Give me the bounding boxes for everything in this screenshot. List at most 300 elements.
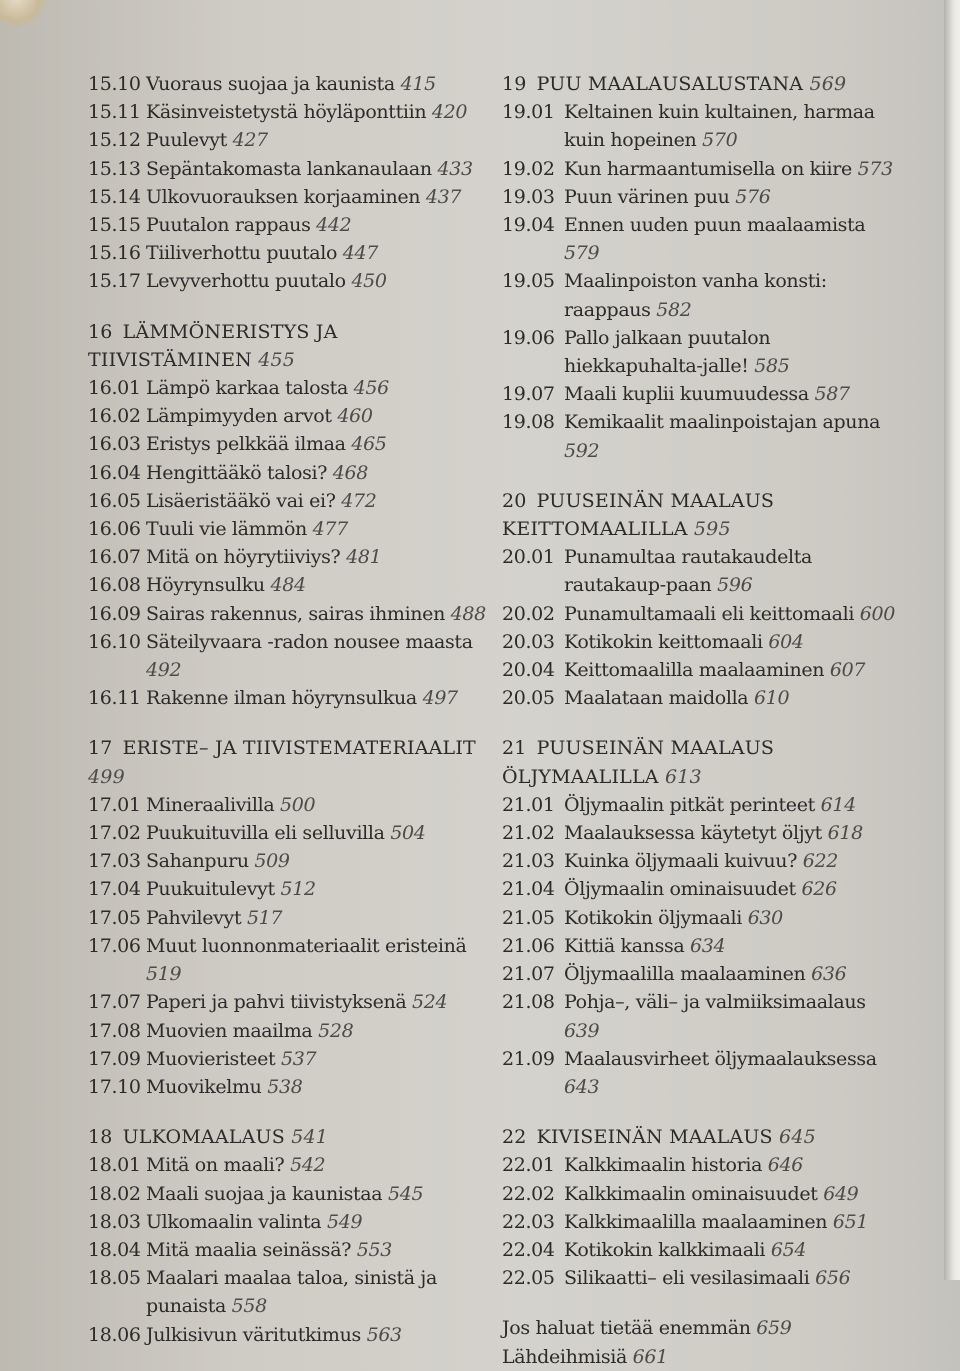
- entry-title: Muut luonnonmateriaalit eristeinä: [146, 934, 467, 957]
- entry-number: 18.06: [88, 1323, 141, 1346]
- section-gap: [88, 1101, 488, 1123]
- entry-number: 21.04: [502, 878, 555, 901]
- entry-page: 481: [346, 546, 382, 569]
- entry-number: 15.10: [88, 73, 141, 95]
- toc-entry: [88, 932, 488, 988]
- entry-title-wrap: [564, 656, 898, 684]
- entry-title-wrap: [146, 1236, 488, 1264]
- entry-number: 17.06: [88, 934, 141, 957]
- toc-entry: [88, 791, 488, 819]
- chapter-number: 22: [502, 1126, 527, 1149]
- entry-number: 18.05: [88, 1267, 141, 1290]
- chapter-heading: [502, 70, 898, 98]
- entry-title: Pahvilevyt: [146, 906, 242, 929]
- entry-title-wrap: [146, 628, 488, 684]
- entry-page: 427: [232, 129, 268, 152]
- toc-entry: [88, 126, 488, 154]
- toc-entry: [88, 1264, 488, 1320]
- entry-number: 18.04: [88, 1238, 141, 1261]
- toc-entry: [502, 183, 898, 211]
- entry-number: 18.03: [88, 1210, 141, 1233]
- entry-page: 512: [280, 878, 316, 901]
- entry-title: Pohja–, väli– ja valmiiksimaalaus: [564, 991, 866, 1014]
- toc-entry: [88, 459, 488, 487]
- entry-title: Lähdeihmisiä: [502, 1345, 627, 1368]
- entry-page: 497: [422, 687, 458, 710]
- entry-number: 16.08: [88, 574, 141, 597]
- entry-page: 659: [756, 1317, 792, 1340]
- toc-entry: [88, 402, 488, 430]
- toc-entry: [88, 1045, 488, 1073]
- toc-entry: [88, 875, 488, 903]
- entry-title-wrap: [146, 600, 488, 628]
- entry-title-wrap: [146, 904, 488, 932]
- entry-title-wrap: [146, 487, 488, 515]
- entry-page: 465: [351, 433, 387, 456]
- entry-title-wrap: [502, 1314, 898, 1342]
- toc-entry: [88, 183, 488, 211]
- entry-number: 16.06: [88, 518, 141, 541]
- toc-entry: [88, 543, 488, 571]
- entry-number: 20.04: [502, 659, 555, 682]
- entry-title-wrap: [564, 988, 898, 1044]
- entry-title-wrap: [564, 324, 898, 380]
- toc-entry: [88, 819, 488, 847]
- chapter-number: 21: [502, 737, 527, 760]
- entry-page: 649: [823, 1182, 859, 1205]
- entry-page: 524: [412, 991, 448, 1014]
- toc-left-column: [88, 70, 488, 1349]
- entry-title: Puun värinen puu: [564, 185, 730, 208]
- entry-title-wrap: [564, 267, 898, 323]
- entry-page: 604: [768, 630, 804, 653]
- entry-page: 415: [400, 73, 436, 95]
- toc-entry: [88, 1208, 488, 1236]
- toc-entry: [502, 408, 898, 464]
- entry-title-wrap: [146, 239, 488, 267]
- entry-page: 587: [814, 383, 850, 406]
- chapter-number: 19: [502, 73, 527, 95]
- entry-title-wrap: [146, 847, 488, 875]
- toc-entry: [88, 267, 488, 295]
- toc-right-column: [502, 70, 898, 1371]
- entry-number: 17.07: [88, 991, 141, 1014]
- entry-title-wrap: [146, 1321, 488, 1349]
- toc-entry: [502, 1236, 898, 1264]
- entry-title: Sairas rakennus, sairas ihminen: [146, 602, 445, 625]
- entry-number: 16.04: [88, 461, 141, 484]
- entry-title-wrap: [564, 380, 898, 408]
- entry-page: 634: [690, 934, 726, 957]
- entry-number: 17.09: [88, 1047, 141, 1070]
- entry-title-wrap: [564, 628, 898, 656]
- entry-title: Julkisivun väritutkimus: [146, 1323, 361, 1346]
- entry-title-wrap: [146, 374, 488, 402]
- entry-title: Kalkkimaalin ominaisuudet: [564, 1182, 818, 1205]
- chapter-title-cont: KEITTOMAALILLA: [502, 518, 688, 541]
- toc-section: [88, 1123, 488, 1349]
- entry-title-wrap: [146, 402, 488, 430]
- entry-page: 545: [387, 1182, 424, 1205]
- toc-entry: [88, 1017, 488, 1045]
- entry-number: 15.12: [88, 129, 141, 152]
- entry-title-wrap: [146, 791, 488, 819]
- entry-page: 542: [290, 1154, 326, 1177]
- chapter-page: 645: [779, 1126, 816, 1149]
- entry-number: 20.03: [502, 630, 555, 653]
- entry-title: Puulevyt: [146, 129, 227, 152]
- chapter-page: 455: [258, 348, 296, 371]
- chapter-number: 20: [502, 489, 527, 512]
- toc-entry: [502, 1264, 898, 1292]
- entry-title: Mitä on maali?: [146, 1154, 285, 1177]
- chapter-page: 541: [291, 1126, 329, 1149]
- entry-number: 17.01: [88, 793, 141, 816]
- chapter-page: 613: [664, 765, 702, 788]
- entry-title: Puutalon rappaus: [146, 214, 311, 237]
- entry-number: 21.02: [502, 822, 555, 845]
- entry-title: Ulkovuorauksen korjaaminen: [146, 185, 421, 208]
- entry-title-wrap: [564, 875, 898, 903]
- chapter-page: 595: [693, 518, 731, 541]
- entry-page: 460: [337, 405, 373, 428]
- entry-page: 537: [281, 1047, 317, 1070]
- entry-title-wrap: [564, 1151, 898, 1179]
- entry-number: 17.10: [88, 1075, 141, 1098]
- entry-title-wrap: [564, 1208, 898, 1236]
- entry-number: 15.15: [88, 214, 141, 237]
- page-corner-shadow: [0, 0, 48, 26]
- entry-title: Pallo jalkaan puutalon hiekkapuhalta-jalle!: [564, 326, 771, 378]
- entry-page: 433: [437, 157, 473, 180]
- entry-page: 607: [829, 659, 866, 682]
- toc-entry: [502, 847, 898, 875]
- toc-entry: [88, 1073, 488, 1101]
- entry-title: Silikaatti– eli vesilasimaali: [564, 1267, 810, 1290]
- entry-title-wrap: [564, 904, 898, 932]
- toc-entry: [88, 155, 488, 183]
- entry-page: 468: [332, 461, 368, 484]
- entry-title-wrap: [146, 98, 488, 126]
- entry-number: 22.05: [502, 1267, 555, 1290]
- entry-page: 509: [254, 850, 290, 873]
- entry-title: Maali suojaa ja kaunistaa: [146, 1182, 383, 1205]
- entry-page: 492: [146, 659, 182, 682]
- entry-title: Mitä on höyrytiiviys?: [146, 546, 341, 569]
- toc-entry: [88, 1321, 488, 1349]
- entry-title: Ulkomaalin valinta: [146, 1210, 322, 1233]
- entry-number: 16.01: [88, 377, 141, 400]
- entry-title: Lämpö karkaa talosta: [146, 377, 348, 400]
- toc-entry: [88, 628, 488, 684]
- toc-entry: [88, 988, 488, 1016]
- entry-title: Käsinveistetystä höyläponttiin: [146, 101, 427, 124]
- toc-entry: [88, 904, 488, 932]
- entry-title: Lisäeristääkö vai ei?: [146, 489, 336, 512]
- entry-title: Lämpimyyden arvot: [146, 405, 332, 428]
- toc-entry: [502, 380, 898, 408]
- chapter-heading: [502, 487, 898, 515]
- entry-title: Kittiä kanssa: [564, 934, 685, 957]
- entry-title-wrap: [146, 543, 488, 571]
- entry-title-wrap: [564, 408, 898, 464]
- entry-title: Eristys pelkkää ilmaa: [146, 433, 346, 456]
- section-gap: [502, 1292, 898, 1314]
- entry-number: 21.07: [502, 963, 555, 986]
- entry-title-wrap: [564, 819, 898, 847]
- entry-page: 639: [564, 1019, 600, 1042]
- entry-number: 20.02: [502, 602, 555, 625]
- toc-entry: [502, 211, 898, 267]
- chapter-page: 569: [809, 73, 847, 95]
- entry-page: 656: [815, 1267, 851, 1290]
- toc-entry: [502, 1208, 898, 1236]
- entry-number: 16.10: [88, 630, 141, 653]
- entry-title: Mitä maalia seinässä?: [146, 1238, 352, 1261]
- chapter-heading: [502, 734, 898, 762]
- entry-title: Kemikaalit maalinpoistajan apuna: [564, 411, 881, 434]
- entry-number: 17.02: [88, 822, 141, 845]
- chapter-title: LÄMMÖNERISTYS JA: [122, 320, 338, 343]
- chapter-title: KIVISEINÄN MAALAUS: [536, 1126, 773, 1149]
- entry-title: Öljymaalin pitkät perinteet: [564, 793, 815, 816]
- entry-page: 579: [564, 242, 600, 265]
- entry-number: 19.05: [502, 270, 555, 293]
- toc-entry: [88, 515, 488, 543]
- entry-title-wrap: [564, 932, 898, 960]
- entry-title: Vuoraus suojaa ja kaunista: [146, 73, 395, 95]
- entry-page: 519: [146, 963, 182, 986]
- chapter-heading-line2: [88, 346, 488, 374]
- chapter-title-cont: TIIVISTÄMINEN: [88, 348, 252, 371]
- toc-entry: [88, 600, 488, 628]
- entry-title: Öljymaalin ominaisuudet: [564, 878, 796, 901]
- entry-title: Maalinpoiston vanha konsti: raappaus: [564, 270, 827, 321]
- entry-page: 570: [702, 129, 738, 152]
- entry-title-wrap: [146, 515, 488, 543]
- entry-number: 18.01: [88, 1154, 141, 1177]
- entry-title-wrap: [564, 847, 898, 875]
- entry-title-wrap: [146, 988, 488, 1016]
- chapter-number: 17: [88, 737, 113, 760]
- toc-section: [502, 1123, 898, 1292]
- entry-title-wrap: [146, 1208, 488, 1236]
- entry-number: 19.08: [502, 411, 555, 434]
- toc-entry: [502, 875, 898, 903]
- entry-number: 16.09: [88, 602, 141, 625]
- toc-entry: [502, 1045, 898, 1101]
- entry-page: 626: [801, 878, 837, 901]
- toc-entry: [502, 1151, 898, 1179]
- entry-page: 596: [717, 574, 753, 597]
- chapter-title: PUUSEINÄN MAALAUS: [536, 489, 775, 512]
- entry-title-wrap: [564, 183, 898, 211]
- entry-title-wrap: [146, 875, 488, 903]
- chapter-number: 18: [88, 1126, 113, 1149]
- entry-title: Tiiliverhottu puutalo: [146, 242, 338, 265]
- entry-title: Säteilyvaara -radon nousee maasta: [146, 630, 473, 653]
- toc-section: [88, 318, 488, 713]
- toc-section: [502, 1314, 898, 1370]
- toc-entry: [502, 1314, 898, 1342]
- entry-title: Kalkkimaalin historia: [564, 1154, 763, 1177]
- entry-page: 592: [564, 439, 600, 462]
- entry-number: 19.03: [502, 185, 555, 208]
- entry-title: Muovien maailma: [146, 1019, 313, 1042]
- entry-title: Paperi ja pahvi tiivistyksenä: [146, 991, 407, 1014]
- toc-entry: [88, 211, 488, 239]
- entry-title-wrap: [146, 1180, 488, 1208]
- entry-title-wrap: [146, 932, 488, 988]
- entry-title: Kun harmaantumisella on kiire: [564, 157, 852, 180]
- entry-page: 456: [353, 377, 389, 400]
- entry-title: Maalari maalaa taloa, sinistä ja punaista: [146, 1267, 437, 1318]
- toc-entry: [502, 600, 898, 628]
- entry-title-wrap: [146, 1264, 488, 1320]
- toc-entry: [88, 239, 488, 267]
- entry-page: 538: [267, 1075, 303, 1098]
- entry-title: Höyrynsulku: [146, 574, 265, 597]
- entry-title: Punamultaa rautakaudelta rautakaup-paan: [564, 546, 812, 597]
- entry-title-wrap: [146, 819, 488, 847]
- entry-title: Maalauksessa käytetyt öljyt: [564, 822, 822, 845]
- toc-entry: [502, 656, 898, 684]
- chapter-number: 16: [88, 320, 113, 343]
- entry-page: 447: [342, 242, 378, 265]
- toc-entry: [502, 1343, 898, 1371]
- entry-title-wrap: [146, 211, 488, 239]
- entry-title: Ennen uuden puun maalaamista: [564, 214, 866, 237]
- entry-page: 450: [351, 270, 387, 293]
- entry-title: Puukuituvilla eli selluvilla: [146, 822, 385, 845]
- entry-title: Tuuli vie lämmön: [146, 518, 307, 541]
- page-edge: [944, 0, 960, 1280]
- entry-page: 610: [754, 687, 790, 710]
- toc-entry: [502, 155, 898, 183]
- entry-number: 16.11: [88, 687, 141, 710]
- entry-title: Hengittääkö talosi?: [146, 461, 328, 484]
- entry-page: 517: [246, 906, 283, 929]
- chapter-title: PUU MAALAUSALUSTANA: [536, 73, 804, 95]
- entry-page: 585: [754, 355, 790, 378]
- toc-entry: [502, 324, 898, 380]
- entry-number: 21.08: [502, 991, 555, 1014]
- entry-title-wrap: [146, 183, 488, 211]
- chapter-title: ULKOMAALAUS: [122, 1126, 285, 1149]
- entry-title-wrap: [146, 684, 488, 712]
- entry-title-wrap: [564, 211, 898, 267]
- entry-number: 22.04: [502, 1238, 555, 1261]
- entry-title: Muovikelmu: [146, 1075, 262, 1098]
- entry-page: 500: [280, 793, 316, 816]
- toc-entry: [502, 628, 898, 656]
- section-gap: [88, 296, 488, 318]
- toc-entry: [88, 70, 488, 98]
- entry-title: Maali kuplii kuumuudessa: [564, 383, 809, 406]
- entry-number: 17.05: [88, 906, 141, 929]
- entry-title-wrap: [564, 791, 898, 819]
- entry-title-wrap: [146, 126, 488, 154]
- entry-title-wrap: [146, 571, 488, 599]
- entry-title-wrap: [564, 1264, 898, 1292]
- entry-title: Mineraalivilla: [146, 793, 275, 816]
- chapter-title: ERISTE– JA TIIVISTEMATERIAALIT: [122, 737, 476, 760]
- entry-number: 19.02: [502, 157, 555, 180]
- entry-page: 442: [316, 214, 352, 237]
- entry-number: 22.02: [502, 1182, 555, 1205]
- entry-number: 16.02: [88, 405, 141, 428]
- entry-number: 15.14: [88, 185, 141, 208]
- chapter-title-cont: ÖLJYMAALILLA: [502, 765, 659, 788]
- toc-entry: [502, 932, 898, 960]
- entry-title-wrap: [502, 1343, 898, 1371]
- chapter-heading-line2: [502, 763, 898, 791]
- chapter-heading-line2: [502, 515, 898, 543]
- toc-entry: [88, 430, 488, 458]
- entry-number: 16.03: [88, 433, 141, 456]
- section-gap: [88, 712, 488, 734]
- toc-entry: [88, 374, 488, 402]
- entry-page: 472: [341, 489, 377, 512]
- toc-entry: [88, 1236, 488, 1264]
- toc-entry: [88, 847, 488, 875]
- entry-title-wrap: [564, 1180, 898, 1208]
- toc-entry: [502, 98, 898, 154]
- entry-number: 21.09: [502, 1047, 555, 1070]
- entry-number: 19.06: [502, 326, 555, 349]
- entry-title-wrap: [146, 1073, 488, 1101]
- entry-title-wrap: [146, 1151, 488, 1179]
- entry-page: 618: [827, 822, 863, 845]
- entry-page: 654: [770, 1238, 807, 1261]
- entry-number: 20.01: [502, 546, 555, 569]
- toc-entry: [88, 571, 488, 599]
- entry-title-wrap: [564, 543, 898, 599]
- toc-entry: [502, 988, 898, 1044]
- toc-entry: [502, 791, 898, 819]
- entry-number: 19.04: [502, 214, 555, 237]
- chapter-heading: [502, 1123, 898, 1151]
- toc-entry: [88, 684, 488, 712]
- entry-title: Muovieristeet: [146, 1047, 276, 1070]
- entry-title: Kotikokin kalkkimaali: [564, 1238, 766, 1261]
- entry-title: Maalausvirheet öljymaalauksessa: [564, 1047, 877, 1070]
- entry-title-wrap: [564, 98, 898, 154]
- chapter-heading: [88, 734, 488, 790]
- section-gap: [502, 1101, 898, 1123]
- entry-page: 420: [431, 101, 468, 124]
- entry-title-wrap: [146, 155, 488, 183]
- entry-title-wrap: [564, 1045, 898, 1101]
- entry-title: Kotikokin keittomaali: [564, 630, 763, 653]
- entry-page: 528: [318, 1019, 354, 1042]
- entry-title: Kotikokin öljymaali: [564, 906, 742, 929]
- entry-title-wrap: [564, 155, 898, 183]
- entry-title: Sepäntakomasta lankanaulaan: [146, 157, 432, 180]
- entry-number: 22.01: [502, 1154, 555, 1177]
- entry-title: Puukuitulevyt: [146, 878, 275, 901]
- entry-number: 15.17: [88, 270, 141, 293]
- entry-number: 21.06: [502, 934, 555, 957]
- chapter-heading: [88, 318, 488, 346]
- entry-number: 15.16: [88, 242, 141, 265]
- entry-title-wrap: [564, 960, 898, 988]
- entry-title-wrap: [146, 1045, 488, 1073]
- section-gap: [502, 712, 898, 734]
- toc-entry: [88, 1151, 488, 1179]
- toc-entry: [88, 98, 488, 126]
- chapter-title: PUUSEINÄN MAALAUS: [536, 737, 775, 760]
